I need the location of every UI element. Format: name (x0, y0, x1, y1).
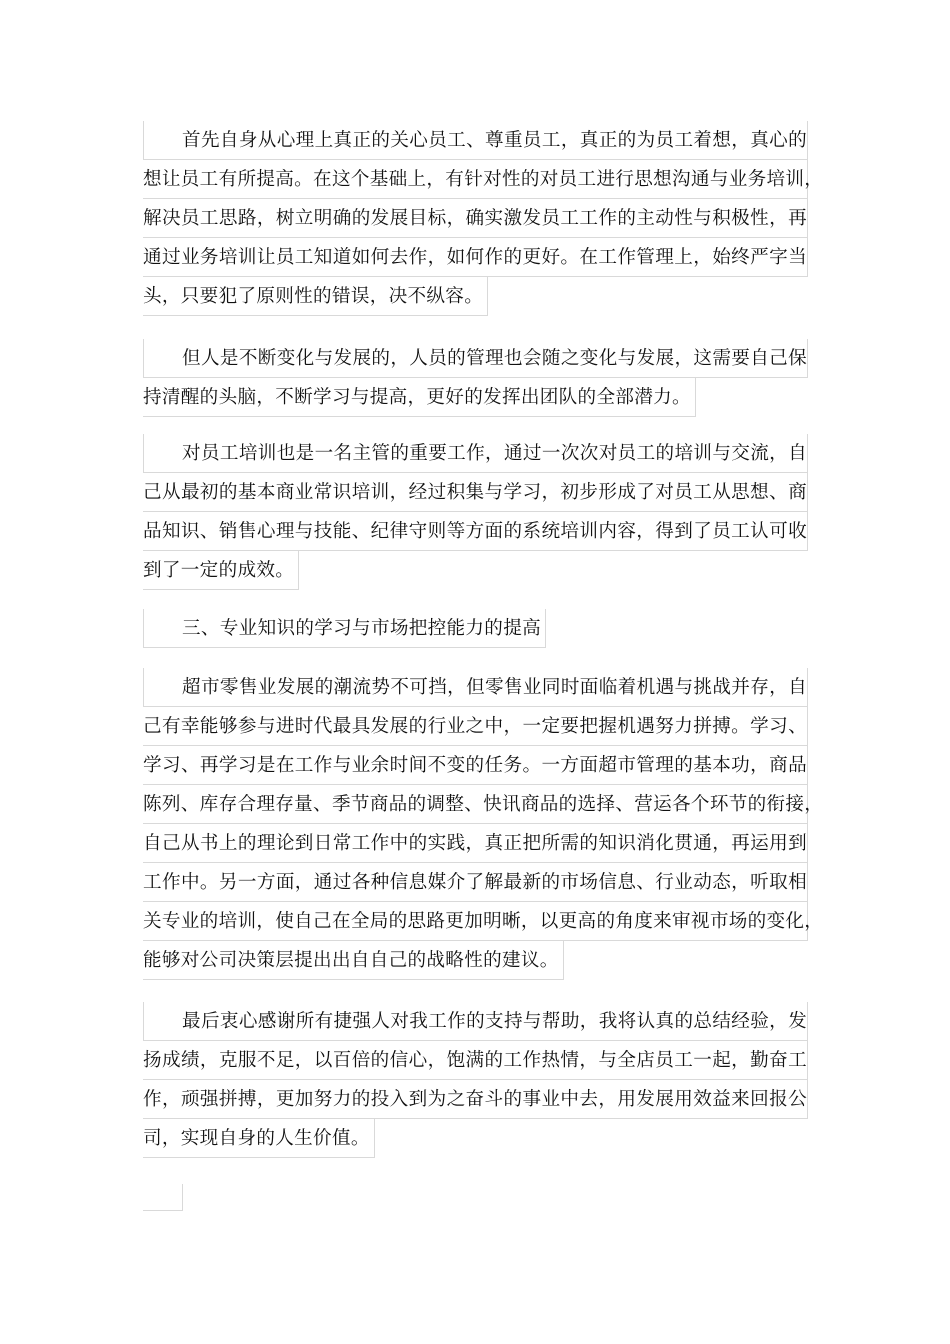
text-line: 扬成绩，克服不足，以百倍的信心，饱满的工作热情，与全店员工一起，勤奋工 (143, 1041, 808, 1080)
text-line: 头，只要犯了原则性的错误，决不纵容。 (143, 277, 488, 316)
text-line: 通过业务培训让员工知道如何去作，如何作的更好。在工作管理上，始终严字当 (143, 238, 808, 277)
section-heading (143, 609, 808, 648)
text-line: 解决员工思路，树立明确的发展目标，确实激发员工工作的主动性与积极性，再 (143, 199, 808, 238)
paragraph-staff-training (143, 434, 808, 590)
text-line: 己从最初的基本商业常识培训，经过积集与学习，初步形成了对员工从思想、商 (143, 473, 808, 512)
text-line: 想让员工有所提高。在这个基础上，有针对性的对员工进行思想沟通与业务培训， (143, 160, 808, 199)
empty-text-box (143, 1184, 183, 1211)
paragraph-continuous-learning (143, 339, 808, 417)
text-line: 自己从书上的理论到日常工作中的实践，真正把所需的知识消化贯通，再运用到 (143, 824, 808, 863)
text-line: 对员工培训也是一名主管的重要工作，通过一次次对员工的培训与交流，自 (143, 434, 808, 473)
text-line: 工作中。另一方面，通过各种信息媒介了解最新的市场信息、行业动态，听取相 (143, 863, 808, 902)
text-line: 到了一定的成效。 (143, 551, 299, 590)
text-line: 持清醒的头脑，不断学习与提高，更好的发挥出团队的全部潜力。 (143, 378, 696, 417)
text-line: 己有幸能够参与进时代最具发展的行业之中，一定要把握机遇努力拼搏。学习、 (143, 707, 808, 746)
text-line: 但人是不断变化与发展的，人员的管理也会随之变化与发展，这需要自己保 (143, 339, 808, 378)
text-line: 三、专业知识的学习与市场把控能力的提高 (143, 609, 546, 648)
text-line: 最后衷心感谢所有捷强人对我工作的支持与帮助，我将认真的总结经验，发 (143, 1002, 808, 1041)
paragraph-closing-thanks (143, 1002, 808, 1158)
text-line: 品知识、销售心理与技能、纪律守则等方面的系统培训内容，得到了员工认可收 (143, 512, 808, 551)
text-line: 超市零售业发展的潮流势不可挡，但零售业同时面临着机遇与挑战并存，自 (143, 668, 808, 707)
paragraph-retail-development (143, 668, 824, 980)
text-line: 关专业的培训，使自己在全局的思路更加明晰，以更高的角度来审视市场的变化， (143, 902, 808, 941)
text-line: 学习、再学习是在工作与业余时间不变的任务。一方面超市管理的基本功，商品 (143, 746, 808, 785)
text-line: 首先自身从心理上真正的关心员工、尊重员工，真正的为员工着想，真心的 (143, 121, 808, 160)
text-line: 陈列、库存合理存量、季节商品的调整、快讯商品的选择、营运各个环节的衔接， (143, 785, 808, 824)
paragraph-employee-care (143, 121, 824, 316)
text-line: 司，实现自身的人生价值。 (143, 1119, 375, 1158)
text-line: 能够对公司决策层提出出自自己的战略性的建议。 (143, 941, 564, 980)
text-line: 作，顽强拼搏，更加努力的投入到为之奋斗的事业中去，用发展用效益来回报公 (143, 1080, 808, 1119)
